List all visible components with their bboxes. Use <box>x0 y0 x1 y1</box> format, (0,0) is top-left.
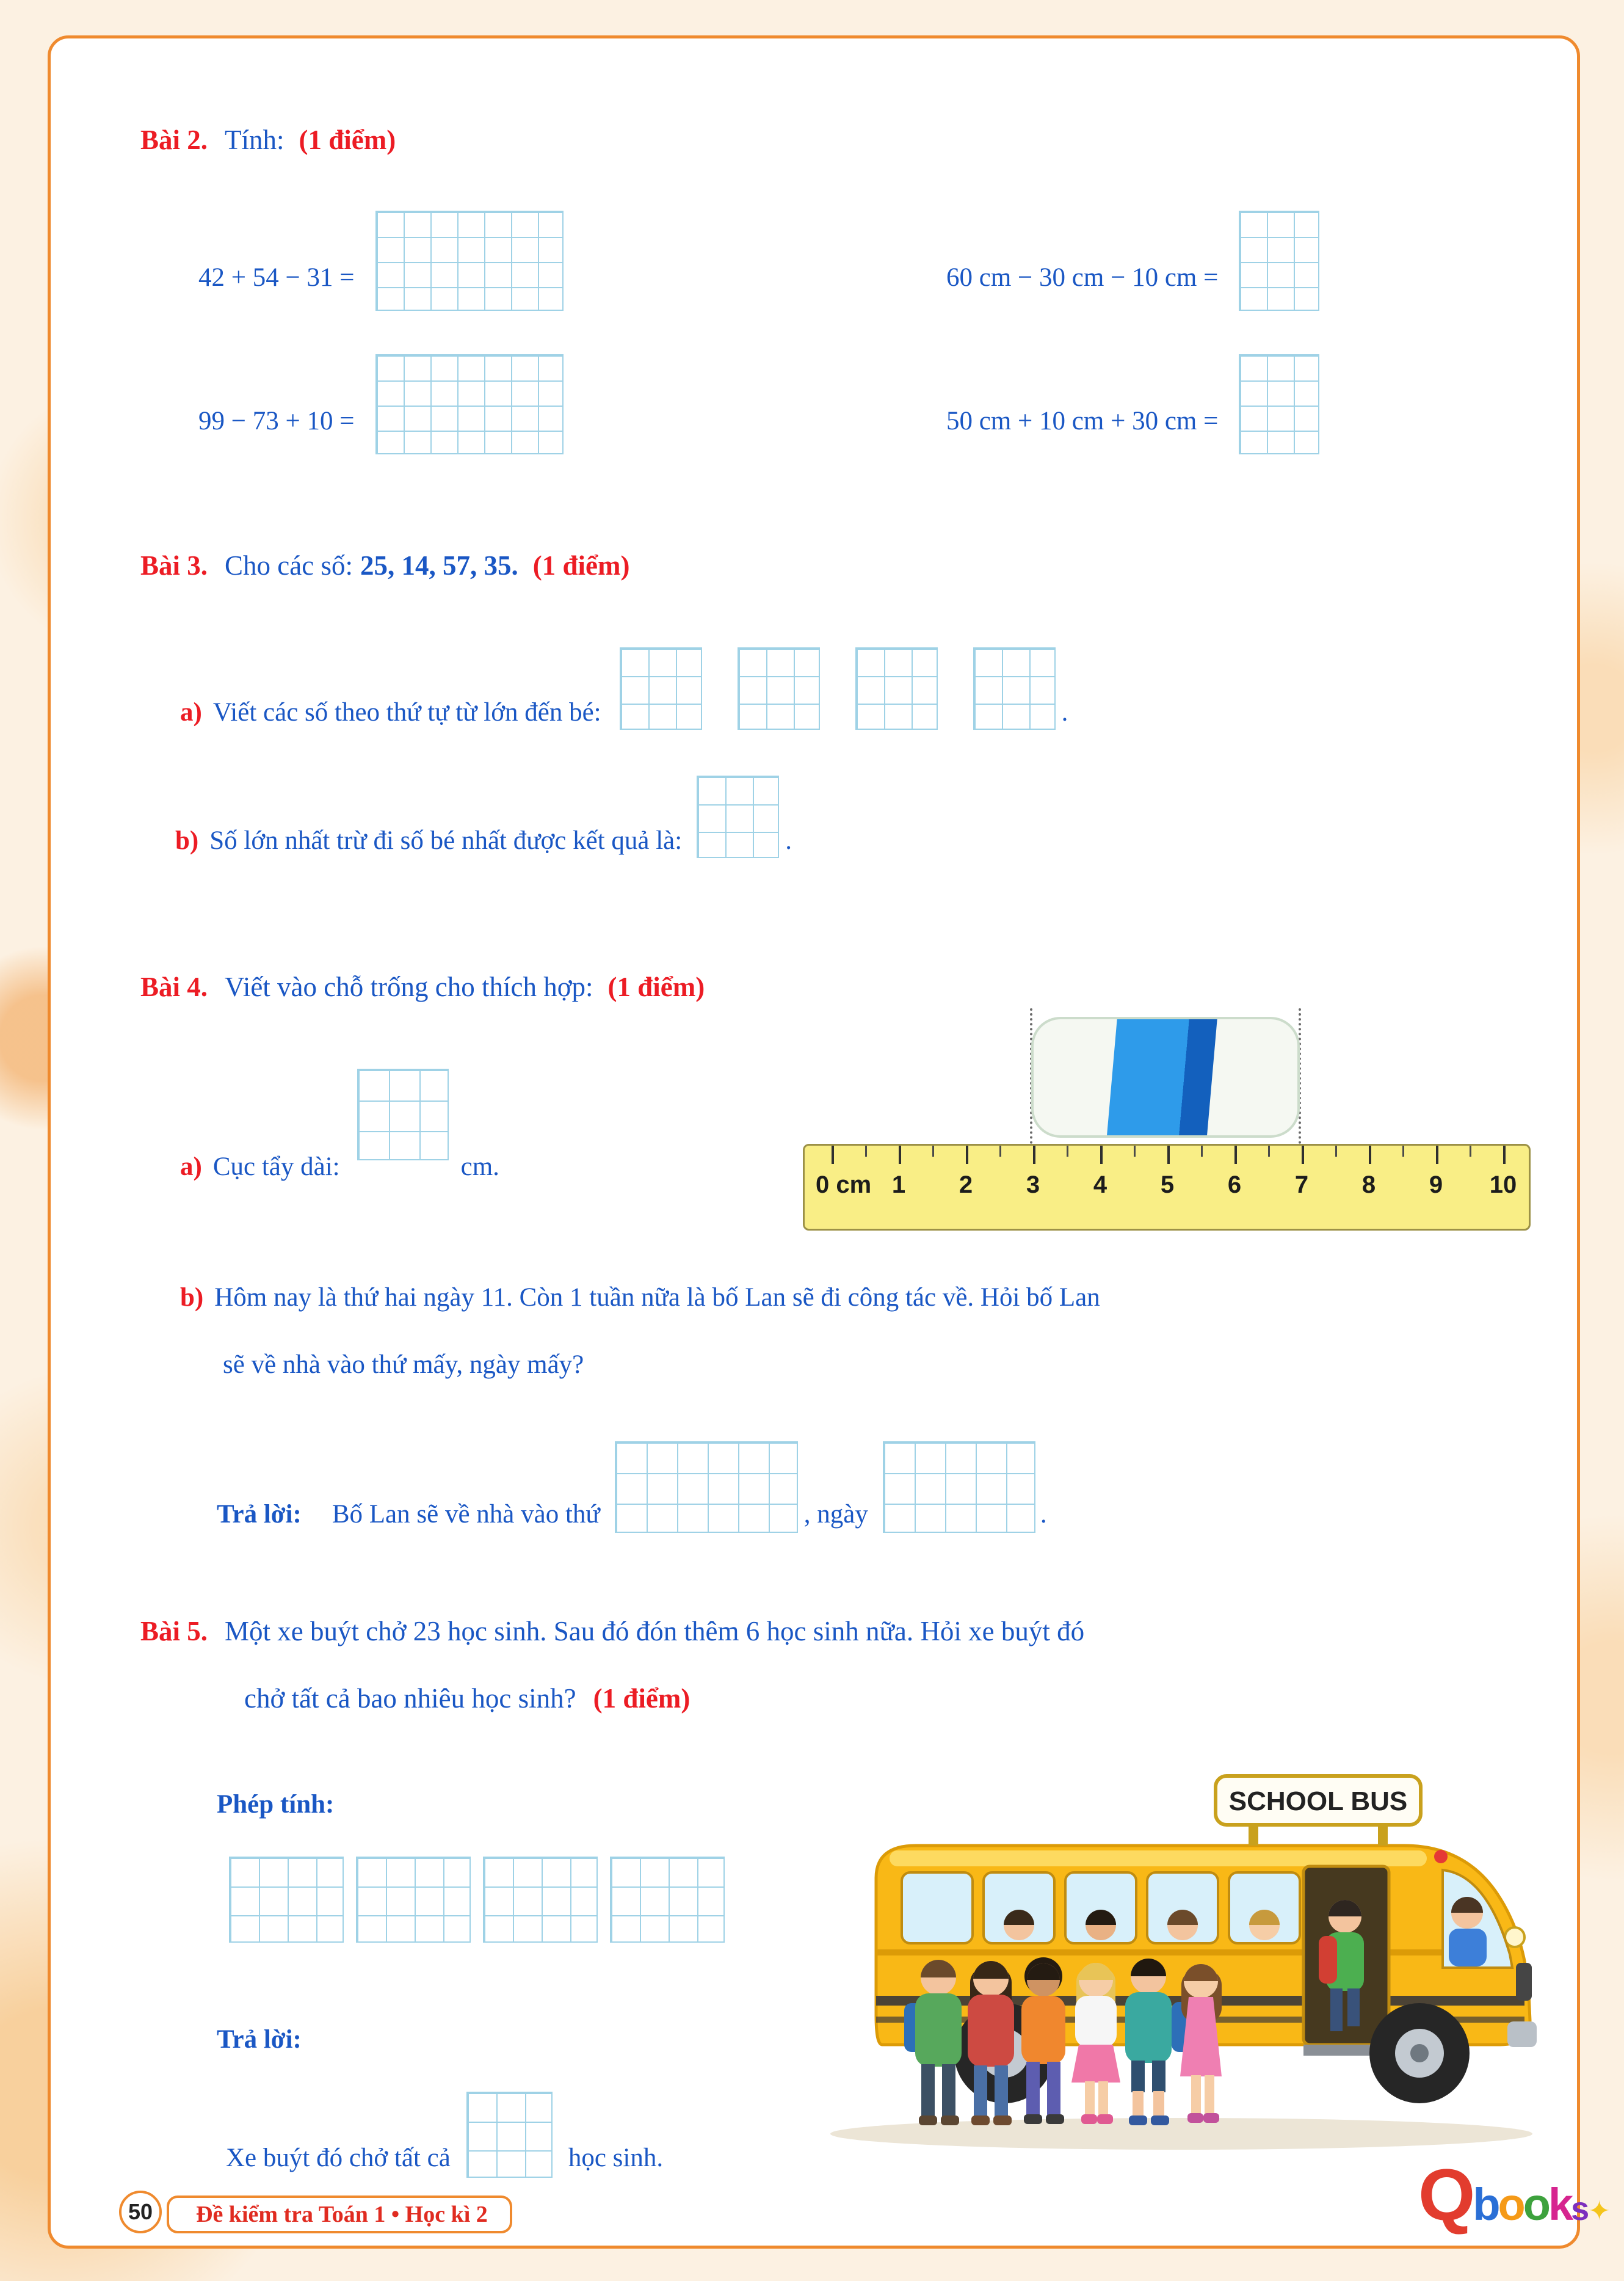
bai4-answer-text-1: Bố Lan sẽ về nhà vào thứ <box>332 1500 600 1529</box>
bai3-label: Bài 3. <box>140 550 208 581</box>
bai4-a-label: a) <box>180 1152 202 1181</box>
expression-3: 99 − 73 + 10 = <box>198 407 355 435</box>
bai3-b-period: . <box>785 826 792 855</box>
bai2-problem-1 <box>198 211 564 311</box>
bai5-text-2: chở tất cả bao nhiêu học sinh? <box>244 1683 576 1714</box>
bai2-answer-grid-2[interactable] <box>1239 211 1319 311</box>
bai5-label: Bài 5. <box>140 1616 208 1646</box>
bai3-a-text: Viết các số theo thứ tự từ lớn đến bé: <box>212 698 601 727</box>
ruler-number: 3 <box>1026 1171 1040 1198</box>
bai2-answer-grid-1[interactable] <box>375 211 564 311</box>
bai5-answer-text-2: học sinh. <box>568 2144 664 2172</box>
bus-sign <box>1216 1776 1421 1846</box>
logo-letter-o2: o <box>1523 2179 1548 2230</box>
logo-letter-s: s <box>1571 2191 1587 2227</box>
bai4-part-b-line2 <box>223 1350 584 1380</box>
bai3-b-grid[interactable] <box>697 776 779 858</box>
bai5-calc-grids <box>229 1857 725 1943</box>
bai3-b-text: Số lớn nhất trừ đi số bé nhất được kết quả là: <box>209 826 683 855</box>
bus-sign-text: SCHOOL BUS <box>1228 1786 1408 1816</box>
bai3-a-grid-3[interactable] <box>855 647 938 730</box>
bai5-answer-text-1: Xe buýt đó chở tất cả <box>226 2144 451 2172</box>
bai4-label: Bài 4. <box>140 972 208 1002</box>
bai5-answer-row <box>226 2092 663 2178</box>
logo-sparkle-icon: ✦ <box>1588 2196 1609 2226</box>
bai5-calc-grid-1[interactable] <box>229 1857 344 1943</box>
bai3-a-label: a) <box>180 698 202 727</box>
school-bus-illustration <box>785 1753 1566 2156</box>
ruler-number: 9 <box>1429 1171 1443 1198</box>
bai3-numbers: 25, 14, 57, 35. <box>360 550 518 581</box>
bai3-part-a <box>180 647 1068 730</box>
bai2-answer-grid-3[interactable] <box>375 354 564 454</box>
bai2-header <box>140 124 396 156</box>
expression-4: 50 cm + 10 cm + 30 cm = <box>946 407 1219 435</box>
bai4-b-text-2: sẽ về nhà vào thứ mấy, ngày mấy? <box>223 1350 584 1379</box>
eraser-sleeve <box>1106 1017 1217 1138</box>
bai4-a-unit: cm. <box>460 1152 499 1181</box>
ruler-figure <box>803 1005 1531 1249</box>
bai4-points: (1 điểm) <box>607 972 705 1002</box>
bai5-text-1: Một xe buýt chở 23 học sinh. Sau đó đón thêm 6 học sinh nữa. Hỏi xe buýt đó <box>225 1616 1085 1646</box>
page-number: 50 <box>128 2199 153 2224</box>
bai5-calc-label-row <box>217 1789 334 1819</box>
ruler-number: 8 <box>1361 1171 1376 1198</box>
ruler-number: 4 <box>1093 1171 1107 1198</box>
footer-title: Đề kiểm tra Toán 1 • Học kì 2 <box>196 2202 488 2227</box>
bai4-answer-period: . <box>1040 1500 1047 1529</box>
kid-4 <box>1071 1963 1120 2124</box>
ruler-labels <box>805 1146 1529 1229</box>
ruler-number: 5 <box>1160 1171 1175 1198</box>
bai5-answer-grid[interactable] <box>466 2092 553 2178</box>
bai5-answer-label: Trả lời: <box>217 2025 302 2054</box>
qbooks-logo <box>1418 2153 1608 2237</box>
logo-letter-k: k <box>1548 2179 1571 2230</box>
bai4-answer-row <box>217 1441 1047 1533</box>
ruler-number: 6 <box>1227 1171 1242 1198</box>
bai4-answer-grid-1[interactable] <box>615 1441 798 1533</box>
ruler-number: 2 <box>959 1171 973 1198</box>
bai4-answer-text-2: , ngày <box>803 1500 868 1529</box>
bai5-calc-label: Phép tính: <box>217 1790 335 1819</box>
footer-title-pill <box>167 2196 512 2233</box>
expression-2: 60 cm − 30 cm − 10 cm = <box>946 263 1219 292</box>
bai4-part-b-line1 <box>180 1282 1100 1312</box>
bai5-calc-grid-4[interactable] <box>610 1857 725 1943</box>
bai5-header-line1 <box>140 1615 1084 1647</box>
bai3-b-label: b) <box>175 826 199 855</box>
bai5-answer-label-row <box>217 2025 302 2054</box>
bai4-a-grid[interactable] <box>357 1069 449 1160</box>
bai3-instruction: Cho các số: <box>225 550 353 581</box>
bai3-a-period: . <box>1061 698 1068 727</box>
worksheet-card <box>48 35 1609 2249</box>
page-number-badge <box>119 2191 162 2233</box>
bai2-problem-4 <box>946 354 1319 454</box>
ruler-number: 10 <box>1489 1171 1517 1198</box>
kid-3 <box>1021 1957 1065 2124</box>
logo-letter-q: Q <box>1418 2154 1473 2236</box>
bai2-answer-grid-4[interactable] <box>1239 354 1319 454</box>
kid-6 <box>1180 1964 1222 2123</box>
ruler-number: 7 <box>1294 1171 1309 1198</box>
expression-1: 42 + 54 − 31 = <box>198 263 355 292</box>
bai2-points: (1 điểm) <box>299 125 396 155</box>
logo-letter-b: b <box>1473 2179 1498 2230</box>
bai5-points: (1 điểm) <box>593 1683 691 1714</box>
bai3-part-b <box>175 776 792 858</box>
bai2-label: Bài 2. <box>140 125 208 155</box>
bai4-instruction: Viết vào chỗ trống cho thích hợp: <box>225 972 593 1002</box>
bai4-b-text-1: Hôm nay là thứ hai ngày 11. Còn 1 tuần nữa là bố Lan sẽ đi công tác về. Hỏi bố Lan <box>214 1283 1100 1312</box>
bai3-points: (1 điểm) <box>532 550 630 581</box>
bai4-b-label: b) <box>180 1283 204 1312</box>
eraser-image <box>1031 1017 1300 1138</box>
ruler-image <box>803 1144 1531 1231</box>
bai5-calc-grid-3[interactable] <box>483 1857 598 1943</box>
bai4-part-a <box>180 1069 499 1181</box>
bai2-problem-2 <box>946 211 1319 311</box>
ruler-number: 1 <box>891 1171 906 1198</box>
bai4-header <box>140 971 705 1003</box>
bai4-answer-label: Trả lời: <box>217 1500 302 1529</box>
bai3-a-grid-1[interactable] <box>620 647 702 730</box>
bai4-answer-grid-2[interactable] <box>883 1441 1035 1533</box>
bai3-a-grid-2[interactable] <box>738 647 820 730</box>
bai2-problem-3 <box>198 354 564 454</box>
bai2-instruction: Tính: <box>225 125 285 155</box>
bai5-header-line2 <box>244 1683 690 1714</box>
bai5-calc-grid-2[interactable] <box>356 1857 471 1943</box>
logo-letter-o1: o <box>1498 2179 1523 2230</box>
bai3-header <box>140 550 629 581</box>
bai4-a-text: Cục tẩy dài: <box>212 1152 340 1181</box>
ruler-number: 0 cm <box>816 1171 872 1198</box>
bai3-a-grid-4[interactable] <box>973 647 1056 730</box>
